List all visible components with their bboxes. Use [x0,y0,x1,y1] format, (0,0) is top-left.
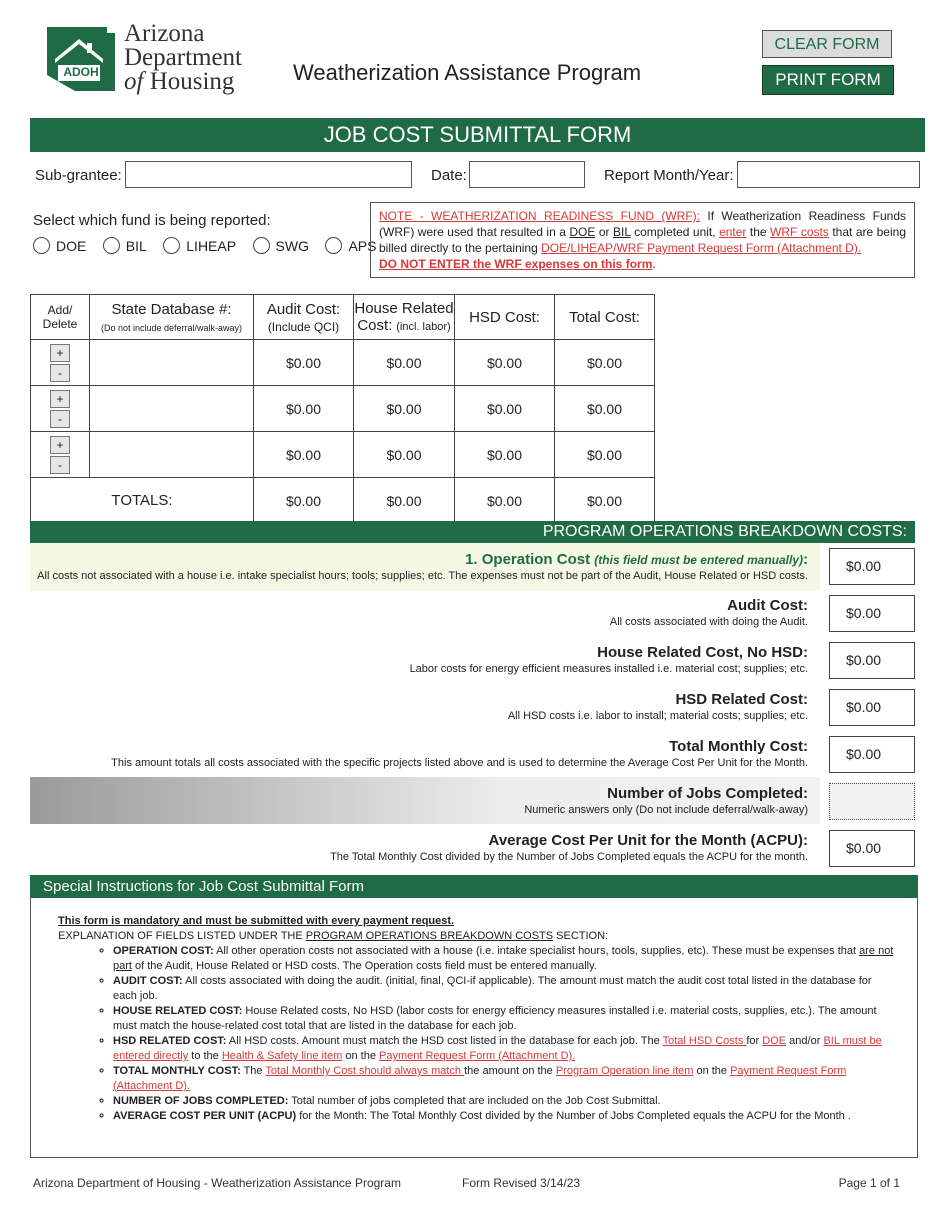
total-cost-cell: $0.00 [555,386,655,432]
print-form-button[interactable]: PRINT FORM [762,65,894,95]
hsd-related-total-box: $0.00 [829,689,915,726]
audit-cost-total-box: $0.00 [829,595,915,632]
delete-row-button[interactable]: - [50,456,70,474]
fund-radio-group [33,237,388,259]
fund-option-swg[interactable]: SWG [253,237,309,254]
date-label: Date: [431,167,467,184]
hsd-total-cell: $0.00 [455,478,555,524]
audit-cost-row: Audit Cost: All costs associated with doing the Audit. [609,597,808,628]
totals-label: TOTALS: [31,478,254,524]
total-cost-cell: $0.00 [555,432,655,478]
table-row [31,386,655,432]
subgrantee-input[interactable] [125,161,412,188]
audit-cost-cell[interactable]: $0.00 [254,340,354,386]
db-number-input[interactable] [90,432,254,478]
report-month-input[interactable] [737,161,920,188]
add-delete-header: Add/ Delete [31,295,90,340]
totals-row [31,478,655,524]
db-header: State Database #: (Do not include deferral/walk-away) [90,295,254,340]
footer-page: Page 1 of 1 [838,1176,900,1190]
subgrantee-label: Sub-grantee: [35,167,122,184]
date-input[interactable] [469,161,585,188]
jobs-completed-row: Number of Jobs Completed: Numeric answers only (Do not include deferral/walk-away) [524,785,808,816]
fund-prompt: Select which fund is being reported: [33,212,271,229]
house-related-row: House Related Cost, No HSD: Labor costs for energy efficient measures installed i.e. material cost; supplies; etc. [409,644,808,675]
clear-form-button[interactable]: CLEAR FORM [762,30,892,58]
job-cost-table [30,294,655,524]
footer-left: Arizona Department of Housing - Weatherization Assistance Program [33,1176,401,1190]
table-row [31,432,655,478]
adoh-logo-icon [45,25,117,93]
hsd-cost-cell[interactable]: $0.00 [455,386,555,432]
operation-cost-input[interactable]: $0.00 [829,548,915,585]
table-row [31,340,655,386]
audit-cost-cell[interactable]: $0.00 [254,432,354,478]
grand-total-cell: $0.00 [555,478,655,524]
jobs-completed-input[interactable] [829,783,915,820]
form-title: JOB COST SUBMITTAL FORM [30,118,925,152]
program-title: Weatherization Assistance Program [293,60,642,85]
fund-option-doe[interactable]: DOE [33,237,86,254]
house-total-cell: $0.00 [354,478,455,524]
fund-option-aps[interactable]: APS [325,237,376,254]
add-row-button[interactable]: + [50,344,70,362]
hsd-header: HSD Cost: [455,295,555,340]
add-row-button[interactable]: + [50,436,70,454]
acpu-row: Average Cost Per Unit for the Month (ACPU): The Total Monthly Cost divided by the Number of Jobs Completed equals the ACPU for the month. [330,832,808,863]
hsd-related-row: HSD Related Cost: All HSD costs i.e. labor to install; material costs; supplies; etc. [507,691,808,722]
logo-badge: ADOH [63,65,99,79]
audit-cost-cell[interactable]: $0.00 [254,386,354,432]
footer-revision: Form Revised 3/14/23 [462,1176,581,1190]
operation-cost-row: 1. Operation Cost (this field must be entered manually): All costs not associated with a house i.e. intake specialist hours; tools; supplies; etc. The expenses must not be part of the Audit, House Related or HSD costs. [37,551,808,582]
house-cost-cell[interactable]: $0.00 [354,386,455,432]
total-cost-cell: $0.00 [555,340,655,386]
add-row-button[interactable]: + [50,390,70,408]
audit-total-cell: $0.00 [254,478,354,524]
instructions-banner: Special Instructions for Job Cost Submittal Form [30,875,918,898]
delete-row-button[interactable]: - [50,364,70,382]
logo-wordmark: Arizona Department of Housing [124,20,243,95]
house-related-total-box: $0.00 [829,642,915,679]
total-monthly-row: Total Monthly Cost: This amount totals all costs associated with the specific projects listed above and is used to determine the Average Cost Per Unit for the Month. [111,738,808,769]
total-monthly-box: $0.00 [829,736,915,773]
db-number-input[interactable] [90,386,254,432]
db-number-input[interactable] [90,340,254,386]
house-cost-cell[interactable]: $0.00 [354,432,455,478]
wrf-note: NOTE - WEATHERIZATION READINESS FUND (WRF): If Weatherization Readiness Funds (WRF) were used that resulted in a DOE or BIL completed unit, enter the WRF costs that are being billed directly to the pertaining DOE/LIHEAP/WRF Payment Request Form (Attachment D). DO NOT ENTER the WRF expenses on this form. [370,202,915,278]
audit-header: Audit Cost: (Include QCI) [254,295,354,340]
hsd-cost-cell[interactable]: $0.00 [455,432,555,478]
total-header: Total Cost: [555,295,655,340]
house-cost-cell[interactable]: $0.00 [354,340,455,386]
report-month-label: Report Month/Year: [604,167,734,184]
fund-option-bil[interactable]: BIL [103,237,147,254]
delete-row-button[interactable]: - [50,410,70,428]
acpu-box: $0.00 [829,830,915,867]
breakdown-banner: PROGRAM OPERATIONS BREAKDOWN COSTS: [30,521,915,543]
instructions-text: This form is mandatory and must be submitted with every payment request. EXPLANATION OF FIELDS LISTED UNDER THE PROGRAM OPERATIONS BREAKDOWN COSTS SECTION: ◦ OPERATION COST: All other operation costs not associated with a house (i.e. intake specialist hours, tools, supplies, etc). These must be expenses that are not part of the Audit, House Related or HSD costs. The Operation costs field must be entered manually. ◦ AUDIT COST: All costs associated with doing the audit. (initial, final, QCI-if applicable). The amount must match the audit cost total listed in the database for each job. ◦ HOUSE RELATED COST: House Related costs, No HSD (labor costs for energy efficiency measures installed i.e. material costs, supplies, etc.). The amount must match the house-related cost total that are listed in the database for each job. ◦ HSD RELATED COST: All HSD costs. Amount must match the HSD cost listed in the database for each job. The Total HSD Costs for DOE and/or BIL must be entered directly to the Health & Safety line item on the Payment Request Form (Attachment D). ◦ TOTAL MONTHLY COST: The Total Monthly Cost should always match the amount on the Program Operation line item on the Payment Request Form (Attachment D). ◦ NUMBER OF JOBS COMPLETED: Total number of jobs completed that are included on the Job Cost Submittal. ◦ AVERAGE COST PER UNIT (ACPU) for the Month: The Total Monthly Cost divided by the Number of Jobs Completed equals the ACPU for the Month . [58,914,898,1124]
hsd-cost-cell[interactable]: $0.00 [455,340,555,386]
house-header: House Related Cost: (incl. labor) [354,295,455,340]
fund-option-liheap[interactable]: LIHEAP [163,237,236,254]
